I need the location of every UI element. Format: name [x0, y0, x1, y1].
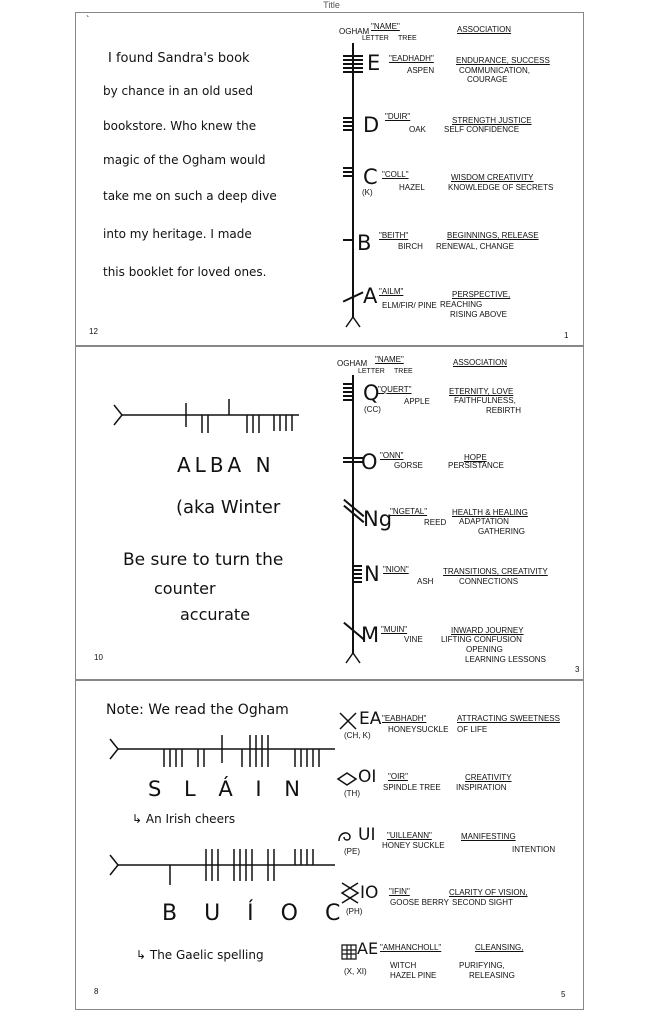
page-number-right: 1: [564, 331, 569, 340]
ogham-assoc: CLARITY OF VISION,: [449, 888, 528, 897]
ogham-assoc: GATHERING: [478, 527, 525, 536]
ogham-tree: ASPEN: [407, 66, 435, 75]
ogham-notch: [343, 399, 353, 401]
ogham-letter: C: [363, 165, 378, 189]
ogham-assoc: STRENGTH JUSTICE: [452, 116, 532, 125]
ogham-tree: SPINDLE TREE: [383, 783, 441, 792]
ogham-assoc: ETERNITY, LOVE: [449, 387, 514, 396]
page-corner-mark: `: [86, 15, 90, 26]
ogham-oi-icon: [336, 771, 358, 787]
ogham-assoc: LEARNING LESSONS: [465, 655, 546, 664]
intro-line-6: into my heritage. I made: [103, 227, 252, 241]
ogham-letter: Q: [363, 381, 380, 405]
intro-line-1: I found Sandra's book: [108, 51, 250, 66]
ogham-ea-icon: [338, 711, 358, 731]
ogham-name: "QUERT": [378, 385, 412, 394]
intro-line-3: bookstore. Who knew the: [103, 119, 257, 133]
ogham-assoc: REACHING: [440, 300, 483, 309]
ogham-assoc: INWARD JOURNEY: [451, 626, 524, 635]
ogham-letter: EA: [359, 709, 382, 729]
ogham-assoc: COMMUNICATION,: [459, 66, 530, 75]
slain-subtitle: ↳ An Irish cheers: [132, 812, 236, 826]
col-tree: TREE: [398, 35, 417, 42]
ogham-assoc: TRANSITIONS, CREATIVITY: [443, 567, 548, 576]
ogham-assoc: ADAPTATION: [459, 517, 509, 526]
ogham-assoc: RISING ABOVE: [450, 310, 507, 319]
ogham-letter: B: [357, 231, 372, 255]
page-number-right: 5: [561, 990, 566, 999]
ogham-notch: [343, 121, 353, 123]
ogham-alt-letter: (CC): [364, 405, 381, 414]
stem-feather-icon: [344, 651, 364, 665]
ogham-letter: UI: [358, 825, 376, 845]
ogham-notch: [353, 581, 362, 583]
ogham-notch: [343, 387, 353, 389]
ogham-assoc: KNOWLEDGE OF SECRETS: [448, 183, 554, 192]
ogham-tree: REED: [424, 518, 447, 527]
col-association: ASSOCIATION: [453, 358, 508, 367]
ogham-name: "UILLEANN": [387, 831, 432, 840]
ogham-name: "DUIR": [385, 112, 411, 121]
ogham-notch: [353, 569, 362, 571]
col-ogham: OGHAM: [337, 359, 368, 368]
ogham-tree: ASH: [417, 577, 434, 586]
ogham-name: "NION": [383, 565, 409, 574]
ogham-name: "COLL": [382, 170, 409, 179]
ogham-name: "MUIN": [381, 625, 408, 634]
ogham-notch: [343, 457, 363, 459]
ogham-name: "EABHADH": [382, 714, 427, 723]
ogham-assoc: INSPIRATION: [456, 783, 507, 792]
ogham-tree: ELM/FIR/ PINE: [382, 301, 437, 310]
ogham-name: "BEITH": [379, 231, 409, 240]
intro-line-4: magic of the Ogham would: [103, 153, 266, 167]
ogham-assoc: MANIFESTING: [461, 832, 516, 841]
ogham-notch: [343, 71, 363, 73]
ogham-tree: GORSE: [394, 461, 423, 470]
ogham-alt-letter: (X, XI): [344, 967, 367, 976]
ogham-tree: OAK: [409, 125, 426, 134]
ogham-notch: [343, 461, 363, 463]
ogham-tree: BIRCH: [398, 242, 423, 251]
note-line-2: counter: [154, 579, 216, 598]
ogham-assoc: CREATIVITY: [465, 773, 512, 782]
ogham-assoc: RELEASING: [469, 971, 515, 980]
ogham-stem: [352, 43, 354, 317]
ogham-notch: [343, 67, 363, 69]
page-number-left: 10: [94, 653, 103, 662]
ogham-assoc: FAITHFULNESS,: [454, 396, 516, 405]
ogham-assoc: SECOND SIGHT: [452, 898, 513, 907]
ogham-notch: [343, 383, 353, 385]
ogham-assoc: BEGINNINGS, RELEASE: [447, 231, 539, 240]
page-number-left: 8: [94, 987, 99, 996]
ogham-letter: Ng: [363, 507, 393, 531]
ogham-slain-glyph: [110, 731, 340, 771]
ogham-name: "NGETAL": [390, 507, 428, 516]
ogham-name: "OIR": [388, 772, 408, 781]
ogham-assoc: HEALTH & HEALING: [452, 508, 528, 517]
ogham-name: "AILM": [379, 287, 404, 296]
booklet-page-1: [75, 12, 584, 346]
ogham-name: "EADHADH": [389, 54, 434, 63]
ogham-alt-letter: (PH): [346, 907, 363, 916]
col-letter: LETTER: [362, 35, 389, 42]
ogham-tree: VINE: [404, 635, 423, 644]
ogham-assoc: RENEWAL, CHANGE: [436, 242, 514, 251]
ogham-notch: [343, 125, 353, 127]
ogham-ui-icon: [336, 829, 358, 845]
word-slain: S L Á I N: [148, 777, 308, 801]
ogham-notch: [343, 391, 353, 393]
ogham-assoc: PURIFYING,: [459, 961, 505, 970]
ogham-assoc: LIFTING CONFUSION: [441, 635, 522, 644]
word-alban: ALBA N: [177, 453, 275, 477]
ogham-name: "AMHANCHOLL": [380, 943, 442, 952]
ogham-letter: A: [363, 284, 378, 308]
ogham-notch: [343, 63, 363, 65]
ogham-tree: HONEYSUCKLE: [388, 725, 449, 734]
ogham-alt-letter: (K): [362, 188, 373, 197]
ogham-notch: [343, 171, 353, 173]
word-buioc: B U Í O C: [162, 901, 351, 926]
col-name: "NAME": [371, 22, 400, 31]
ogham-letter: AE: [357, 939, 379, 958]
ogham-notch: [353, 565, 362, 567]
ogham-assoc: WISDOM CREATIVITY: [451, 173, 534, 182]
col-tree: TREE: [394, 368, 413, 375]
document-title: Title: [323, 0, 340, 10]
buioc-subtitle: ↳ The Gaelic spelling: [136, 948, 264, 962]
ogham-notch: [343, 55, 363, 57]
col-name: "NAME": [375, 355, 404, 364]
intro-line-7: this booklet for loved ones.: [103, 265, 267, 279]
ogham-alt-letter: (PE): [344, 847, 360, 856]
booklet-page-2: [75, 346, 584, 680]
ogham-tree: APPLE: [404, 397, 430, 406]
col-association: ASSOCIATION: [457, 25, 512, 34]
ogham-alban-glyph: [114, 395, 304, 435]
ogham-buioc-glyph: [110, 845, 340, 889]
ogham-notch: [343, 395, 353, 397]
ogham-notch: [343, 175, 353, 177]
stem-feather-icon: [344, 315, 364, 329]
ogham-notch: [343, 117, 353, 119]
ogham-assoc: CLEANSING,: [475, 943, 524, 952]
ogham-tree: HONEY SUCKLE: [382, 841, 445, 850]
ogham-letter: IO: [360, 883, 379, 903]
ogham-letter: M: [361, 623, 380, 647]
ogham-letter: E: [367, 51, 381, 75]
intro-line-5: take me on such a deep dive: [103, 189, 277, 203]
ogham-assoc: ENDURANCE, SUCCESS: [456, 56, 550, 65]
ogham-assoc: HOPE: [464, 453, 487, 462]
ogham-assoc: PERSISTANCE: [448, 461, 504, 470]
ogham-alt-letter: (CH, K): [344, 731, 371, 740]
ogham-ae-icon: [340, 943, 358, 961]
ogham-notch: [343, 167, 353, 169]
ogham-name: "ONN": [380, 451, 404, 460]
ogham-letter: N: [364, 562, 380, 586]
aka-text: (aka Winter: [176, 497, 281, 518]
page-number-left: 12: [89, 327, 98, 336]
col-letter: LETTER: [358, 368, 385, 375]
ogham-tree: GOOSE BERRY: [390, 898, 449, 907]
ogham-name: "IFIN": [389, 887, 410, 896]
ogham-letter: O: [361, 450, 378, 474]
ogham-assoc: OF LIFE: [457, 725, 488, 734]
ogham-assoc: COURAGE: [467, 75, 508, 84]
page-number-right: 3: [575, 665, 580, 674]
ogham-assoc: REBIRTH: [486, 406, 521, 415]
col-ogham: OGHAM: [339, 27, 370, 36]
ogham-assoc: PERSPECTIVE,: [452, 290, 511, 299]
ogham-letter: D: [363, 113, 380, 137]
ogham-assoc: SELF CONFIDENCE: [444, 125, 520, 134]
note-line-3: accurate: [180, 605, 251, 624]
ogham-notch: [353, 573, 362, 575]
ogham-notch: [343, 239, 353, 241]
ogham-tree: WITCH HAZEL PINE: [390, 961, 437, 980]
ogham-assoc: CONNECTIONS: [459, 577, 519, 586]
ogham-assoc: INTENTION: [512, 845, 556, 854]
ogham-assoc: ATTRACTING SWEETNESS: [457, 714, 560, 723]
intro-line-2: by chance in an old used: [103, 84, 253, 98]
ogham-alt-letter: (TH): [344, 789, 360, 798]
booklet-page-3: [75, 680, 584, 1010]
ogham-tree: HAZEL: [399, 183, 425, 192]
ogham-notch: [353, 577, 362, 579]
ogham-assoc: OPENING: [466, 645, 503, 654]
note-heading: Note: We read the Ogham: [106, 702, 289, 718]
ogham-letter: OI: [358, 767, 377, 787]
ogham-notch: [343, 59, 363, 61]
ogham-io-icon: [340, 881, 360, 907]
ogham-notch: [343, 129, 353, 131]
note-line-1: Be sure to turn the: [123, 550, 284, 570]
